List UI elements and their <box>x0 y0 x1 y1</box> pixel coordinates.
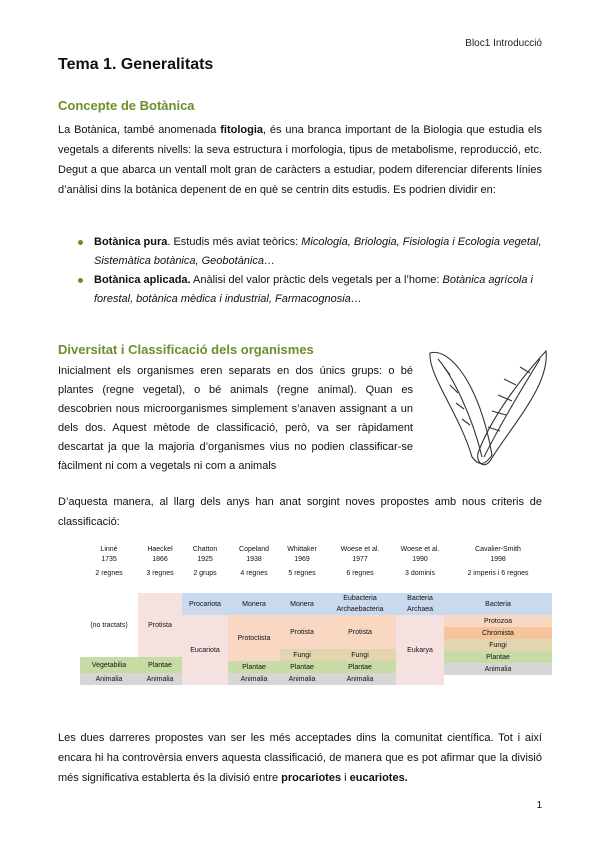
running-header: Bloc1 Introducció <box>465 38 542 49</box>
cell-protista: Protista <box>280 615 324 649</box>
term-eucariotes: eucariotes. <box>349 772 408 784</box>
column-header: Copeland 1938 4 regnes <box>239 546 269 577</box>
cell-plantae: Plantae <box>138 657 182 673</box>
leaf-right-outline <box>478 351 547 465</box>
column-header: Woese et al. 1990 3 dominis <box>400 546 440 577</box>
cell-animalia: Animalia <box>444 663 552 675</box>
cell-protozoa: Protozoa <box>444 615 552 627</box>
cell-bacteria: Bacteria <box>396 593 444 604</box>
cell-plantae: Plantae <box>324 661 396 673</box>
paragraph-conclusion: Les dues darreres propostes van ser les més acceptades dins la comunitat científica. Tot i així encara hi ha controvèrsia envers aquesta classificació, de manera que es pot afirmar que la divisió més significativa establerta és la divisió entre procariotes i eucariotes. <box>58 732 542 784</box>
section-heading-botanica: Concepte de Botànica <box>58 98 195 113</box>
cell-protista: Protista <box>324 615 396 649</box>
cell-eubacteria: Eubacteria <box>324 593 396 604</box>
list-item: Botànica aplicada. Anàlisi del valor pràctic dels vegetals per a l’home: Botànica agrícola i forestal, botànica mèdica i industrial, Farmacognosia… <box>78 271 542 309</box>
branch-list <box>78 233 542 309</box>
page-title: Tema 1. Generalitats <box>58 56 214 73</box>
column-header: Haeckel 1866 3 regnes <box>146 546 174 577</box>
cell-animalia: Animalia <box>80 673 138 685</box>
cell-fungi: Fungi <box>280 649 324 661</box>
leaf-right-midrib <box>484 359 540 457</box>
term-fitologia: fitologia <box>220 124 264 136</box>
leaf-left-midrib <box>438 359 482 457</box>
term-procariotes: procariotes <box>281 772 342 784</box>
cell-procariota: Procariota <box>182 593 228 615</box>
cell-animalia: Animalia <box>228 673 280 685</box>
column-header: Linné 1735 2 regnes <box>95 546 123 577</box>
classification-table <box>80 545 552 697</box>
list-item: Botànica pura. Estudis més aviat teòrics: Micologia, Briologia, Fisiologia i Ecologia vegetal, Sistemàtica botànica, Geobotànica… <box>78 233 542 271</box>
leaf-illustration <box>420 345 550 475</box>
cell-protoctista: Protoctista <box>228 615 280 661</box>
section-heading-diversitat: Diversitat i Classificació dels organismes <box>58 342 314 357</box>
cell-chromista: Chromista <box>444 627 552 639</box>
cell-bacteria: Bacteria <box>444 593 552 615</box>
column-header: Whittaker 1969 5 regnes <box>287 546 317 577</box>
cell-archaebacteria: Archaebacteria <box>324 604 396 615</box>
cell-vegetabilia: Vegetabilia <box>80 657 138 673</box>
cell-fungi: Fungi <box>324 649 396 661</box>
leaf-left-outline <box>430 352 492 463</box>
cell-monera: Monera <box>228 593 280 615</box>
paragraph-proposals: D’aquesta manera, al llarg dels anys han anat sorgint noves propostes amb nous criteris de classificació: <box>58 496 542 528</box>
cell-animalia: Animalia <box>324 673 396 685</box>
cell-plantae: Plantae <box>228 661 280 673</box>
cell-archaea: Archaea <box>396 604 444 615</box>
cell-animalia: Animalia <box>138 673 182 685</box>
page-number: 1 <box>536 800 542 811</box>
cell-plantae: Plantae <box>280 661 324 673</box>
cell-protista: Protista <box>138 593 182 657</box>
cell-eukarya: Eukarya <box>396 615 444 685</box>
leaf-veins-left <box>444 367 470 425</box>
cell-eucariota: Eucariota <box>182 615 228 685</box>
paragraph-history: Inicialment els organismes eren separats en dos únics grups: o bé plantes (regne vegetal), o bé animals (regne animal). Quan es descobrien nous microorganismes simplement s’anaven assignant a un dels dos. Aquest mètode de classificació, però, va ser ràpidament descartat ja que la majoria d’organismes vius no podien classificar-se fàcilment ni com a vegetals ni com a animals <box>58 365 413 472</box>
cell-fungi: Fungi <box>444 639 552 651</box>
cell-animalia: Animalia <box>280 673 324 685</box>
column-header: Woese et al. 1977 6 regnes <box>340 546 380 577</box>
cell-plantae: Plantae <box>444 651 552 663</box>
paragraph-intro: La Botànica, també anomenada fitologia, és una branca important de la Biologia que estudia els vegetals a diferents nivells: la seva estructura i morfologia, tipus de metabolisme, reproducció, etc. Degut a que abarca un ventall molt gran de caràcters a estudiar, podem diferenciar diferents línies d’anàlisi dins la botànica depenent de en què se centrin dits estudis. Es podrien dividir en: <box>58 124 542 196</box>
column-header: Chatton 1925 2 grups <box>192 546 218 577</box>
column-header: Cavalier-Smith 1998 2 imperis i 6 regnes <box>467 546 529 577</box>
cell-no-tractats: (no tractats) <box>90 621 128 629</box>
cell-monera: Monera <box>280 593 324 615</box>
